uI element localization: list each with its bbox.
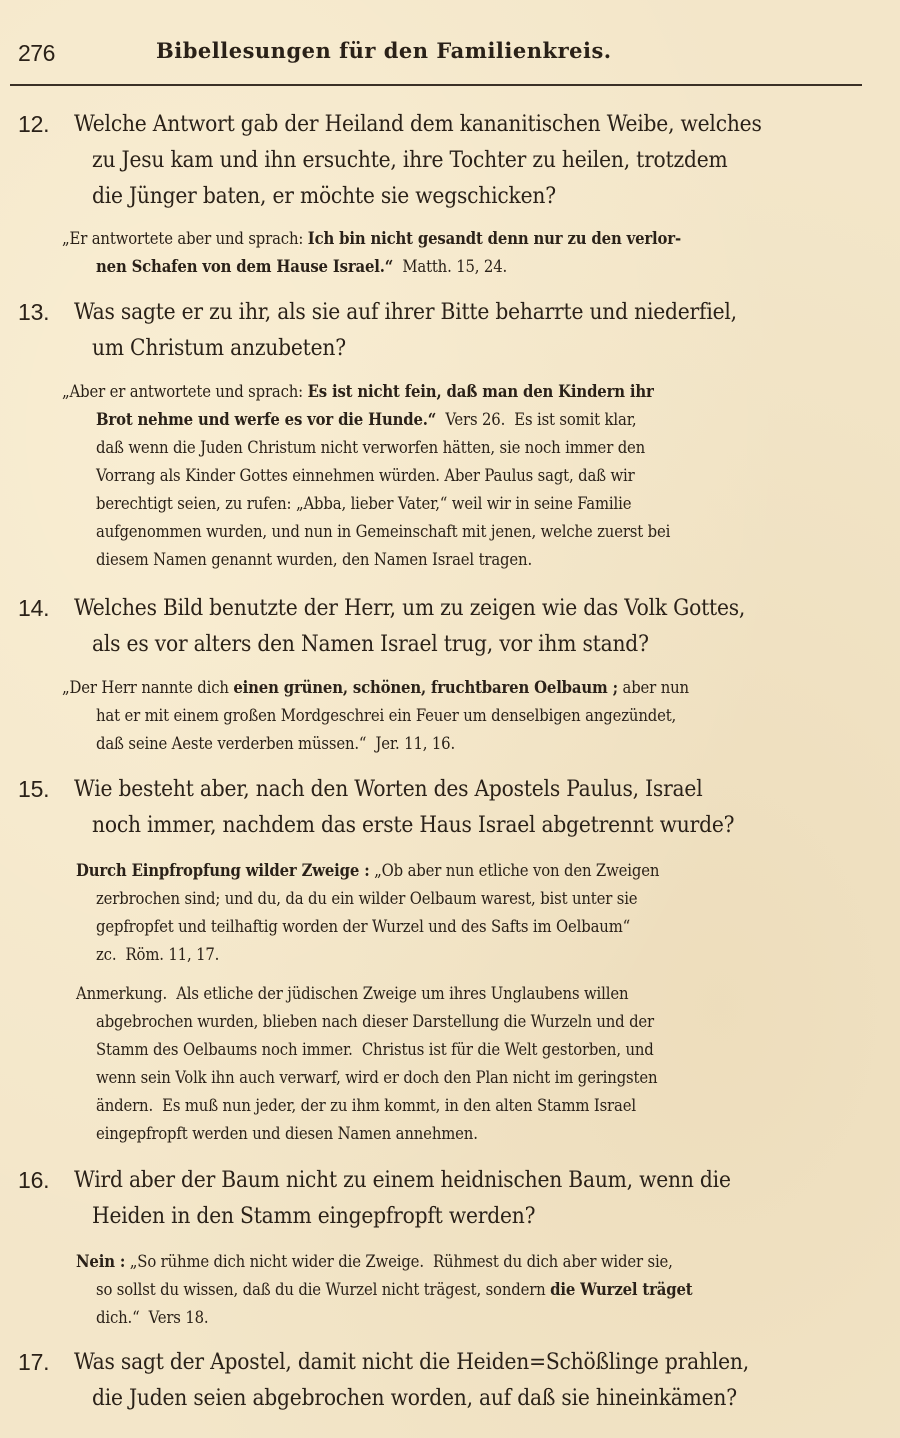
question-16 bbox=[18, 1162, 870, 1234]
answer-emphasis: nen Schafen von dem Hause Israel.“ bbox=[96, 257, 394, 276]
answer-13 bbox=[62, 378, 870, 574]
answer-line bbox=[62, 225, 870, 253]
question-line: Welche Antwort gab der Heiland dem kananitischen Weibe, welches bbox=[74, 111, 762, 137]
question-line: Wird aber der Baum nicht zu einem heidnischen Baum, wenn die bbox=[74, 1167, 731, 1193]
question-line: Was sagt der Apostel, damit nicht die Heiden=Schößlinge prahlen, bbox=[74, 1349, 749, 1375]
question-line: zu Jesu kam und ihn ersuchte, ihre Tochter zu heilen, trotzdem bbox=[92, 147, 728, 173]
question-line: Welches Bild benutzte der Herr, um zu zeigen wie das Volk Gottes, bbox=[74, 595, 746, 621]
question-line: Wie besteht aber, nach den Worten des Apostels Paulus, Israel bbox=[74, 776, 703, 802]
question-line: die Juden seien abgebrochen worden, auf daß sie hineinkämen? bbox=[92, 1385, 737, 1411]
note-line: Stamm des Oelbaums noch immer. Christus ist für die Welt gestorben, und bbox=[96, 1040, 654, 1059]
answer-line: diesem Namen genannt wurden, den Namen Israel tragen. bbox=[96, 550, 533, 569]
answer-line bbox=[62, 253, 870, 281]
answer-12 bbox=[62, 225, 870, 281]
answer-emphasis: Nein : bbox=[76, 1252, 126, 1271]
answer-line bbox=[62, 674, 870, 702]
header-rule bbox=[10, 84, 862, 86]
question-line: Heiden in den Stamm eingepfropft werden? bbox=[92, 1203, 536, 1229]
answer-line: zc. Röm. 11, 17. bbox=[96, 945, 220, 964]
answer-text: „Er antwortete aber und sprach: bbox=[62, 229, 308, 248]
answer-emphasis: einen grünen, schönen, fruchtbaren Oelbaum ; bbox=[233, 678, 618, 697]
question-14 bbox=[18, 590, 870, 662]
answer-emphasis: Durch Einpfropfung wilder Zweige : bbox=[76, 861, 370, 880]
answer-text: aber nun bbox=[617, 678, 689, 697]
answer-emphasis: die Wurzel träget bbox=[550, 1280, 693, 1299]
page-number: 276 bbox=[18, 40, 55, 66]
note-15 bbox=[62, 980, 870, 1148]
answer-text: Vers 26. Es ist somit klar, bbox=[436, 410, 637, 429]
answer-emphasis: Ich bin nicht gesandt denn nur zu den verlor- bbox=[307, 229, 681, 248]
question-line: um Christum anzubeten? bbox=[92, 335, 346, 361]
page-header bbox=[16, 36, 866, 72]
note-line: ändern. Es muß nun jeder, der zu ihm kommt, in den alten Stamm Israel bbox=[96, 1096, 636, 1115]
answer-line bbox=[62, 378, 870, 406]
note-line: Anmerkung. Als etliche der jüdischen Zweige um ihres Unglaubens willen bbox=[76, 984, 629, 1003]
question-17 bbox=[18, 1344, 870, 1416]
answer-line: daß seine Aeste verderben müssen.“ Jer. 11, 16. bbox=[96, 734, 456, 753]
running-title: Bibellesungen für den Familienkreis. bbox=[156, 38, 612, 63]
answer-line: Vorrang als Kinder Gottes einnehmen würden. Aber Paulus sagt, daß wir bbox=[96, 466, 635, 485]
note-line: abgebrochen wurden, blieben nach dieser Darstellung die Wurzeln und der bbox=[96, 1012, 655, 1031]
note-line: eingepfropft werden und diesen Namen annehmen. bbox=[96, 1124, 478, 1143]
question-line: Was sagte er zu ihr, als sie auf ihrer Bitte beharrte und niederfiel, bbox=[74, 299, 737, 325]
question-number: 12. bbox=[18, 111, 50, 137]
answer-15 bbox=[62, 857, 870, 969]
question-line: noch immer, nachdem das erste Haus Israel abgetrennt wurde? bbox=[92, 812, 735, 838]
answer-line: hat er mit einem großen Mordgeschrei ein Feuer um denselbigen angezündet, bbox=[96, 706, 677, 725]
answer-line: daß wenn die Juden Christum nicht verworfen hätten, sie noch immer den bbox=[96, 438, 646, 457]
question-number: 16. bbox=[18, 1167, 50, 1193]
answer-text: „Der Herr nannte dich bbox=[62, 678, 234, 697]
question-line: als es vor alters den Namen Israel trug, vor ihm stand? bbox=[92, 631, 649, 657]
question-13 bbox=[18, 294, 870, 366]
question-12 bbox=[18, 106, 870, 214]
answer-line: dich.“ Vers 18. bbox=[96, 1308, 209, 1327]
answer-line bbox=[62, 406, 870, 434]
question-15 bbox=[18, 771, 870, 843]
answer-text: „Aber er antwortete und sprach: bbox=[62, 382, 308, 401]
answer-line bbox=[62, 1248, 870, 1276]
answer-line: aufgenommen wurden, und nun in Gemeinschaft mit jenen, welche zuerst bei bbox=[96, 522, 671, 541]
answer-text: „So rühme dich nicht wider die Zweige. Rühmest du dich aber wider sie, bbox=[125, 1252, 673, 1271]
answer-text: „Ob aber nun etliche von den Zweigen bbox=[369, 861, 660, 880]
answer-text: so sollst du wissen, daß du die Wurzel nicht trägest, sondern bbox=[96, 1280, 551, 1299]
answer-14 bbox=[62, 674, 870, 758]
question-number: 15. bbox=[18, 776, 50, 802]
answer-line: berechtigt seien, zu rufen: „Abba, lieber Vater,“ weil wir in seine Familie bbox=[96, 494, 632, 513]
answer-16 bbox=[62, 1248, 870, 1332]
answer-line bbox=[62, 1276, 870, 1304]
question-line: die Jünger baten, er möchte sie wegschicken? bbox=[92, 183, 556, 209]
answer-emphasis: Brot nehme und werfe es vor die Hunde.“ bbox=[96, 410, 437, 429]
question-number: 13. bbox=[18, 299, 50, 325]
answer-line: zerbrochen sind; und du, da du ein wilder Oelbaum warest, bist unter sie bbox=[96, 889, 638, 908]
question-number: 14. bbox=[18, 595, 50, 621]
answer-line bbox=[62, 857, 870, 885]
note-line: wenn sein Volk ihn auch verwarf, wird er doch den Plan nicht im geringsten bbox=[96, 1068, 658, 1087]
question-number: 17. bbox=[18, 1349, 50, 1375]
answer-emphasis: Es ist nicht fein, daß man den Kindern ihr bbox=[307, 382, 654, 401]
answer-line: gepfropfet und teilhaftig worden der Wurzel und des Safts im Oelbaum“ bbox=[96, 917, 631, 936]
scripture-reference: Matth. 15, 24. bbox=[393, 257, 508, 276]
